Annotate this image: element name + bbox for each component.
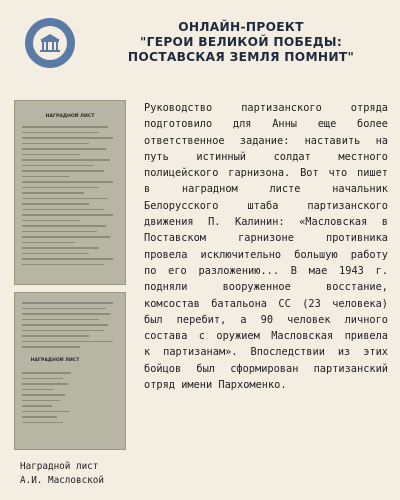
doc2-title: НАГРАДНОЙ ЛИСТ <box>30 358 80 363</box>
body-line: провела исключительно большую работу <box>144 248 388 261</box>
caption-line-2: А.И. Масловской <box>20 475 104 486</box>
logo <box>25 18 75 68</box>
body-line: подготовило для Анны еще более <box>144 118 388 131</box>
body-line: движения П. Калинин: «Масловская в <box>144 216 388 229</box>
main-article-text <box>144 100 388 393</box>
body-line: к партизанам». Впоследствии из этих <box>144 346 388 359</box>
title-line-2: "ГЕРОИ ВЕЛИКОЙ ПОБЕДЫ: <box>139 35 342 49</box>
body-line: по его разложению... В мае 1943 г. <box>144 264 388 277</box>
award-sheet-image-2 <box>14 292 126 450</box>
body-line: Белорусского штаба партизанского <box>144 199 388 212</box>
title-line-3: ПОСТАВСКАЯ ЗЕМЛЯ ПОМНИТ" <box>127 50 355 64</box>
body-line: состава с оружием Масловская привела <box>144 330 388 343</box>
body-line: в наградном листе начальник <box>144 183 388 196</box>
doc2-text-lines-top <box>22 302 118 352</box>
museum-building-icon <box>33 26 67 60</box>
body-line: Поставском гарнизоне противника <box>144 232 388 245</box>
body-line: отряд имени Пархоменко. <box>144 379 287 392</box>
image-caption <box>20 460 104 488</box>
body-line: путь истинный солдат местного <box>144 150 388 163</box>
doc1-text-lines <box>22 126 118 269</box>
doc1-title: НАГРАДНОЙ ЛИСТ <box>45 114 95 119</box>
body-line: был перебит, а 90 человек личного <box>144 313 388 326</box>
award-sheet-image-1 <box>14 100 126 285</box>
body-line: Руководство партизанского отряда <box>144 102 388 114</box>
body-line: бойцов был сформирован партизанский <box>144 362 388 375</box>
body-line: полицейского гарнизона. Вот что пишет <box>144 167 388 180</box>
doc2-text-lines-bottom <box>22 372 76 427</box>
body-line: комсостав батальона СС (23 человека) <box>144 297 388 310</box>
body-line: подняли вооруженное восстание, <box>144 281 388 294</box>
title-line-1: ОНЛАЙН-ПРОЕКТ <box>178 20 304 34</box>
caption-line-1: Наградной лист <box>20 461 99 472</box>
body-line: ответственное задание: наставить на <box>144 134 388 147</box>
project-title <box>82 20 400 65</box>
